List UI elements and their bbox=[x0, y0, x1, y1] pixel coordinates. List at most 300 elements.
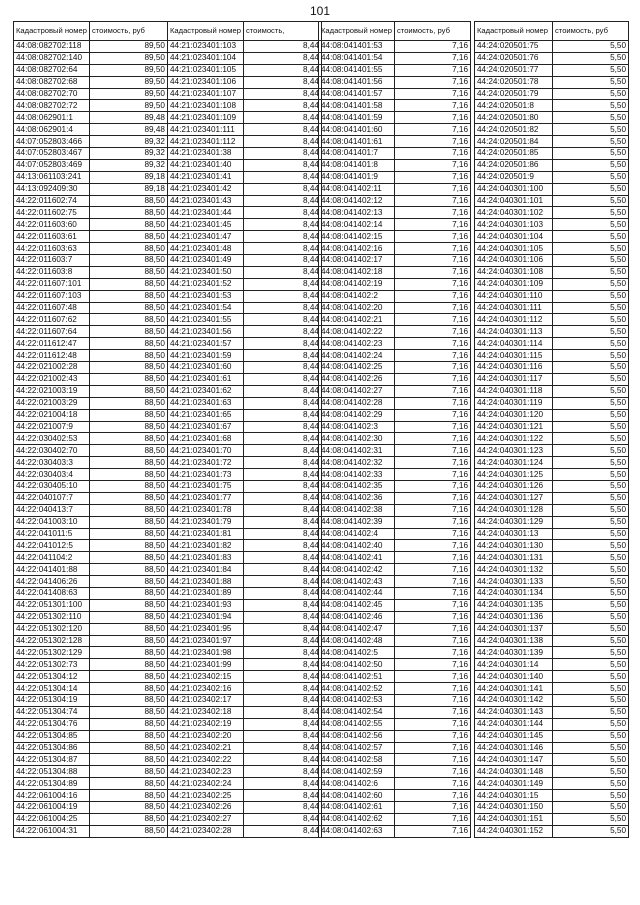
cadastral-table-1 bbox=[13, 21, 168, 838]
table-row bbox=[14, 671, 168, 683]
cadastral-number-cell: 44:08:041401:55 bbox=[319, 64, 395, 76]
cost-cell: 88,50 bbox=[89, 314, 167, 326]
cadastral-number-cell: 44:24:040301:119 bbox=[475, 397, 553, 409]
cost-cell: 5,50 bbox=[553, 278, 629, 290]
table-row bbox=[319, 124, 471, 136]
cadastral-number-cell: 44:22:051304:85 bbox=[14, 730, 90, 742]
cadastral-number-cell: 44:21:023401:77 bbox=[168, 492, 244, 504]
cadastral-number-cell: 44:08:041401:7 bbox=[319, 148, 395, 160]
cost-cell: 7,16 bbox=[395, 41, 471, 53]
table-row bbox=[168, 266, 322, 278]
cost-cell: 8,44 bbox=[243, 516, 321, 528]
table-row bbox=[319, 623, 471, 635]
table-row bbox=[475, 683, 629, 695]
table-row bbox=[168, 754, 322, 766]
cadastral-number-cell: 44:22:011607:48 bbox=[14, 302, 90, 314]
cadastral-number-cell: 44:22:030403:3 bbox=[14, 457, 90, 469]
cost-cell: 7,16 bbox=[395, 599, 471, 611]
cadastral-number-cell: 44:24:040301:145 bbox=[475, 730, 553, 742]
table-row bbox=[168, 195, 322, 207]
table-row bbox=[319, 492, 471, 504]
table-row bbox=[168, 88, 322, 100]
cadastral-number-cell: 44:24:040301:146 bbox=[475, 742, 553, 754]
table-row bbox=[168, 742, 322, 754]
cost-cell: 7,16 bbox=[395, 623, 471, 635]
cadastral-number-cell: 44:22:061004:19 bbox=[14, 802, 90, 814]
cost-cell: 5,50 bbox=[553, 397, 629, 409]
cadastral-number-cell: 44:21:023401:67 bbox=[168, 421, 244, 433]
cadastral-number-cell: 44:24:040301:108 bbox=[475, 266, 553, 278]
cadastral-number-cell: 44:24:040301:135 bbox=[475, 599, 553, 611]
cost-cell: 5,50 bbox=[553, 421, 629, 433]
cadastral-number-cell: 44:08:041402:55 bbox=[319, 718, 395, 730]
cost-cell: 7,16 bbox=[395, 778, 471, 790]
table-row bbox=[319, 266, 471, 278]
cadastral-number-cell: 44:22:041408:63 bbox=[14, 587, 90, 599]
table-row bbox=[168, 76, 322, 88]
table-row bbox=[14, 350, 168, 362]
cadastral-number-cell: 44:08:041402:6 bbox=[319, 778, 395, 790]
table-row bbox=[14, 207, 168, 219]
table-row bbox=[14, 409, 168, 421]
cadastral-number-cell: 44:08:041402:3 bbox=[319, 421, 395, 433]
cadastral-number-cell: 44:21:023401:95 bbox=[168, 623, 244, 635]
cost-cell: 88,50 bbox=[89, 754, 167, 766]
table-row bbox=[475, 659, 629, 671]
cadastral-number-cell: 44:08:041402:54 bbox=[319, 706, 395, 718]
table-row bbox=[168, 64, 322, 76]
cost-cell: 88,50 bbox=[89, 469, 167, 481]
cost-cell: 5,50 bbox=[553, 159, 629, 171]
cadastral-number-cell: 44:22:011603:8 bbox=[14, 266, 90, 278]
table-row bbox=[475, 255, 629, 267]
table-row bbox=[319, 611, 471, 623]
cadastral-number-cell: 44:21:023401:54 bbox=[168, 302, 244, 314]
cadastral-number-cell: 44:21:023401:79 bbox=[168, 516, 244, 528]
cost-cell: 8,44 bbox=[243, 302, 321, 314]
cadastral-number-cell: 44:08:082702:64 bbox=[14, 64, 90, 76]
cost-cell: 5,50 bbox=[553, 302, 629, 314]
cost-cell: 88,50 bbox=[89, 243, 167, 255]
cost-cell: 5,50 bbox=[553, 64, 629, 76]
table-row bbox=[168, 480, 322, 492]
cadastral-number-cell: 44:21:023401:75 bbox=[168, 480, 244, 492]
table-row bbox=[319, 564, 471, 576]
cost-cell: 8,44 bbox=[243, 694, 321, 706]
table-row bbox=[319, 255, 471, 267]
cost-cell: 5,50 bbox=[553, 718, 629, 730]
cadastral-number-cell: 44:21:023401:78 bbox=[168, 504, 244, 516]
cost-cell: 8,44 bbox=[243, 52, 321, 64]
table-row bbox=[168, 148, 322, 160]
table-row bbox=[14, 243, 168, 255]
table-row bbox=[475, 314, 629, 326]
table-row bbox=[319, 480, 471, 492]
table-header-row bbox=[14, 22, 168, 41]
cost-cell: 8,44 bbox=[243, 480, 321, 492]
cost-cell: 5,50 bbox=[553, 599, 629, 611]
cadastral-number-cell: 44:08:041402:39 bbox=[319, 516, 395, 528]
table-row bbox=[168, 504, 322, 516]
cadastral-number-cell: 44:22:011603:63 bbox=[14, 243, 90, 255]
table-row bbox=[14, 516, 168, 528]
table-row bbox=[14, 290, 168, 302]
cost-cell: 8,44 bbox=[243, 266, 321, 278]
table-row bbox=[168, 694, 322, 706]
table-row bbox=[14, 397, 168, 409]
cadastral-number-cell: 44:21:023401:97 bbox=[168, 635, 244, 647]
cost-cell: 7,16 bbox=[395, 694, 471, 706]
cadastral-number-cell: 44:21:023402:24 bbox=[168, 778, 244, 790]
table-row bbox=[14, 124, 168, 136]
table-row bbox=[168, 350, 322, 362]
cost-cell: 5,50 bbox=[553, 552, 629, 564]
cadastral-number-cell: 44:22:040413:7 bbox=[14, 504, 90, 516]
table-row bbox=[319, 243, 471, 255]
cadastral-number-cell: 44:22:051304:88 bbox=[14, 766, 90, 778]
table-row bbox=[14, 504, 168, 516]
table-row bbox=[14, 730, 168, 742]
table-row bbox=[14, 492, 168, 504]
cost-cell: 5,50 bbox=[553, 576, 629, 588]
table-row bbox=[168, 409, 322, 421]
table-row bbox=[168, 457, 322, 469]
cost-cell: 88,50 bbox=[89, 694, 167, 706]
cadastral-number-cell: 44:08:041402:29 bbox=[319, 409, 395, 421]
cadastral-number-cell: 44:24:040301:148 bbox=[475, 766, 553, 778]
table-row bbox=[475, 148, 629, 160]
cost-cell: 88,50 bbox=[89, 397, 167, 409]
cadastral-number-cell: 44:08:082702:72 bbox=[14, 100, 90, 112]
cost-cell: 8,44 bbox=[243, 159, 321, 171]
cadastral-number-cell: 44:21:023402:20 bbox=[168, 730, 244, 742]
header-cost: стоимость, руб bbox=[89, 22, 167, 41]
cost-cell: 8,44 bbox=[243, 825, 321, 837]
cadastral-number-cell: 44:21:023401:104 bbox=[168, 52, 244, 64]
cost-cell: 88,50 bbox=[89, 718, 167, 730]
cost-cell: 89,50 bbox=[89, 100, 167, 112]
cost-cell: 88,50 bbox=[89, 730, 167, 742]
table-row bbox=[168, 100, 322, 112]
table-row bbox=[475, 338, 629, 350]
table-row bbox=[168, 599, 322, 611]
cost-cell: 88,50 bbox=[89, 825, 167, 837]
cadastral-number-cell: 44:21:023401:112 bbox=[168, 136, 244, 148]
table-row bbox=[168, 683, 322, 695]
cost-cell: 5,50 bbox=[553, 778, 629, 790]
cadastral-number-cell: 44:08:041402:30 bbox=[319, 433, 395, 445]
cadastral-number-cell: 44:08:041402:12 bbox=[319, 195, 395, 207]
table-row bbox=[475, 766, 629, 778]
cost-cell: 7,16 bbox=[395, 290, 471, 302]
cost-cell: 7,16 bbox=[395, 730, 471, 742]
cost-cell: 88,50 bbox=[89, 433, 167, 445]
table-row bbox=[475, 742, 629, 754]
table-row bbox=[475, 492, 629, 504]
cadastral-table-3 bbox=[318, 21, 471, 838]
cost-cell: 5,50 bbox=[553, 492, 629, 504]
cost-cell: 7,16 bbox=[395, 516, 471, 528]
cadastral-number-cell: 44:21:023401:52 bbox=[168, 278, 244, 290]
cadastral-number-cell: 44:24:040301:132 bbox=[475, 564, 553, 576]
table-row bbox=[14, 599, 168, 611]
cost-cell: 5,50 bbox=[553, 76, 629, 88]
table-row bbox=[319, 397, 471, 409]
cadastral-number-cell: 44:22:011602:74 bbox=[14, 195, 90, 207]
cost-cell: 7,16 bbox=[395, 195, 471, 207]
cadastral-number-cell: 44:08:082702:118 bbox=[14, 41, 90, 53]
cost-cell: 88,50 bbox=[89, 564, 167, 576]
table-row bbox=[14, 742, 168, 754]
cadastral-number-cell: 44:24:020501:82 bbox=[475, 124, 553, 136]
cost-cell: 5,50 bbox=[553, 445, 629, 457]
cadastral-number-cell: 44:22:011607:101 bbox=[14, 278, 90, 290]
cadastral-number-cell: 44:21:023401:59 bbox=[168, 350, 244, 362]
cadastral-number-cell: 44:08:041402:33 bbox=[319, 469, 395, 481]
table-row bbox=[168, 136, 322, 148]
cadastral-number-cell: 44:08:041402:23 bbox=[319, 338, 395, 350]
table-row bbox=[319, 88, 471, 100]
cost-cell: 8,44 bbox=[243, 790, 321, 802]
table-row bbox=[14, 385, 168, 397]
cost-cell: 5,50 bbox=[553, 730, 629, 742]
cadastral-number-cell: 44:22:051302:129 bbox=[14, 647, 90, 659]
table-row bbox=[475, 730, 629, 742]
cadastral-number-cell: 44:08:041402:42 bbox=[319, 564, 395, 576]
table-row bbox=[475, 457, 629, 469]
cadastral-number-cell: 44:24:040301:141 bbox=[475, 683, 553, 695]
cadastral-number-cell: 44:08:041402:61 bbox=[319, 802, 395, 814]
cost-cell: 88,50 bbox=[89, 362, 167, 374]
table-row bbox=[475, 599, 629, 611]
cadastral-number-cell: 44:22:011603:61 bbox=[14, 231, 90, 243]
table-row bbox=[319, 540, 471, 552]
cadastral-number-cell: 44:24:040301:151 bbox=[475, 813, 553, 825]
table-row bbox=[319, 694, 471, 706]
cadastral-number-cell: 44:08:041402:40 bbox=[319, 540, 395, 552]
table-row bbox=[319, 552, 471, 564]
table-row bbox=[168, 469, 322, 481]
cost-cell: 5,50 bbox=[553, 171, 629, 183]
table-row bbox=[475, 326, 629, 338]
cadastral-number-cell: 44:22:051302:73 bbox=[14, 659, 90, 671]
cost-cell: 88,50 bbox=[89, 409, 167, 421]
cadastral-number-cell: 44:22:011607:64 bbox=[14, 326, 90, 338]
table-row bbox=[475, 171, 629, 183]
cadastral-number-cell: 44:24:040301:13 bbox=[475, 528, 553, 540]
cadastral-number-cell: 44:22:041011:5 bbox=[14, 528, 90, 540]
cadastral-number-cell: 44:21:023402:25 bbox=[168, 790, 244, 802]
cost-cell: 8,44 bbox=[243, 76, 321, 88]
cadastral-number-cell: 44:08:041402:47 bbox=[319, 623, 395, 635]
table-row bbox=[475, 362, 629, 374]
cost-cell: 88,50 bbox=[89, 623, 167, 635]
cadastral-number-cell: 44:07:052803:467 bbox=[14, 148, 90, 160]
cadastral-number-cell: 44:13:092409:30 bbox=[14, 183, 90, 195]
cost-cell: 5,50 bbox=[553, 326, 629, 338]
cost-cell: 7,16 bbox=[395, 492, 471, 504]
cadastral-number-cell: 44:08:041402:52 bbox=[319, 683, 395, 695]
cadastral-number-cell: 44:22:021002:43 bbox=[14, 373, 90, 385]
table-row bbox=[168, 326, 322, 338]
table-row bbox=[475, 373, 629, 385]
header-cadastral-number: Кадастровый номер bbox=[475, 22, 553, 41]
cadastral-number-cell: 44:22:030402:53 bbox=[14, 433, 90, 445]
table-row bbox=[14, 433, 168, 445]
table-row bbox=[168, 385, 322, 397]
cadastral-number-cell: 44:08:041402:45 bbox=[319, 599, 395, 611]
cadastral-number-cell: 44:08:041402:63 bbox=[319, 825, 395, 837]
cadastral-number-cell: 44:08:041402:46 bbox=[319, 611, 395, 623]
table-row bbox=[319, 112, 471, 124]
cost-cell: 88,50 bbox=[89, 611, 167, 623]
cost-cell: 7,16 bbox=[395, 136, 471, 148]
cost-cell: 88,50 bbox=[89, 635, 167, 647]
cadastral-number-cell: 44:24:040301:130 bbox=[475, 540, 553, 552]
cadastral-number-cell: 44:07:052803:466 bbox=[14, 136, 90, 148]
cost-cell: 88,50 bbox=[89, 255, 167, 267]
cadastral-number-cell: 44:08:041402:26 bbox=[319, 373, 395, 385]
cost-cell: 8,44 bbox=[243, 623, 321, 635]
table-row bbox=[475, 480, 629, 492]
table-row bbox=[319, 421, 471, 433]
table-row bbox=[168, 373, 322, 385]
table-row bbox=[14, 694, 168, 706]
cadastral-number-cell: 44:08:041402:27 bbox=[319, 385, 395, 397]
cadastral-number-cell: 44:08:041402:44 bbox=[319, 587, 395, 599]
table-row bbox=[168, 802, 322, 814]
table-row bbox=[475, 790, 629, 802]
table-row bbox=[14, 195, 168, 207]
cadastral-number-cell: 44:21:023401:88 bbox=[168, 576, 244, 588]
table-row bbox=[14, 813, 168, 825]
cadastral-number-cell: 44:24:040301:110 bbox=[475, 290, 553, 302]
table-row bbox=[475, 64, 629, 76]
table-row bbox=[168, 766, 322, 778]
cadastral-number-cell: 44:21:023402:23 bbox=[168, 766, 244, 778]
cost-cell: 7,16 bbox=[395, 540, 471, 552]
cost-cell: 7,16 bbox=[395, 825, 471, 837]
cadastral-number-cell: 44:24:040301:105 bbox=[475, 243, 553, 255]
header-cost: стоимость, руб bbox=[553, 22, 629, 41]
cost-cell: 5,50 bbox=[553, 540, 629, 552]
table-row bbox=[168, 445, 322, 457]
table-row bbox=[319, 790, 471, 802]
cost-cell: 88,50 bbox=[89, 219, 167, 231]
table-header-row bbox=[168, 22, 322, 41]
table-row bbox=[168, 730, 322, 742]
cost-cell: 8,44 bbox=[243, 552, 321, 564]
cost-cell: 5,50 bbox=[553, 647, 629, 659]
cadastral-number-cell: 44:24:040301:113 bbox=[475, 326, 553, 338]
cadastral-number-cell: 44:24:040301:142 bbox=[475, 694, 553, 706]
cadastral-number-cell: 44:08:041402:56 bbox=[319, 730, 395, 742]
cadastral-number-cell: 44:22:061004:25 bbox=[14, 813, 90, 825]
cadastral-number-cell: 44:21:023401:57 bbox=[168, 338, 244, 350]
cost-cell: 89,18 bbox=[89, 183, 167, 195]
cost-cell: 88,50 bbox=[89, 326, 167, 338]
cost-cell: 5,50 bbox=[553, 528, 629, 540]
table-row bbox=[14, 338, 168, 350]
table-row bbox=[14, 219, 168, 231]
cost-cell: 5,50 bbox=[553, 433, 629, 445]
cost-cell: 5,50 bbox=[553, 266, 629, 278]
cost-cell: 88,50 bbox=[89, 445, 167, 457]
cost-cell: 8,44 bbox=[243, 706, 321, 718]
cadastral-number-cell: 44:22:040107:7 bbox=[14, 492, 90, 504]
cadastral-number-cell: 44:22:061004:31 bbox=[14, 825, 90, 837]
cost-cell: 5,50 bbox=[553, 409, 629, 421]
table-row bbox=[319, 385, 471, 397]
cost-cell: 7,16 bbox=[395, 397, 471, 409]
cost-cell: 88,50 bbox=[89, 552, 167, 564]
cost-cell: 5,50 bbox=[553, 564, 629, 576]
cost-cell: 88,50 bbox=[89, 766, 167, 778]
cadastral-number-cell: 44:08:041402:25 bbox=[319, 362, 395, 374]
cadastral-number-cell: 44:21:023402:28 bbox=[168, 825, 244, 837]
cadastral-number-cell: 44:21:023402:22 bbox=[168, 754, 244, 766]
table-row bbox=[475, 302, 629, 314]
table-row bbox=[168, 433, 322, 445]
table-row bbox=[319, 159, 471, 171]
cost-cell: 88,50 bbox=[89, 302, 167, 314]
table-row bbox=[319, 373, 471, 385]
cost-cell: 88,50 bbox=[89, 421, 167, 433]
cost-cell: 88,50 bbox=[89, 338, 167, 350]
cost-cell: 8,44 bbox=[243, 718, 321, 730]
cost-cell: 8,44 bbox=[243, 171, 321, 183]
table-row bbox=[319, 742, 471, 754]
cost-cell: 7,16 bbox=[395, 326, 471, 338]
cadastral-number-cell: 44:24:040301:112 bbox=[475, 314, 553, 326]
table-row bbox=[14, 659, 168, 671]
table-header-row bbox=[475, 22, 629, 41]
table-row bbox=[475, 183, 629, 195]
cadastral-number-cell: 44:24:040301:140 bbox=[475, 671, 553, 683]
cadastral-number-cell: 44:24:040301:121 bbox=[475, 421, 553, 433]
cadastral-number-cell: 44:24:040301:115 bbox=[475, 350, 553, 362]
table-row bbox=[14, 76, 168, 88]
cost-cell: 5,50 bbox=[553, 88, 629, 100]
cost-cell: 7,16 bbox=[395, 766, 471, 778]
cadastral-number-cell: 44:22:041104:2 bbox=[14, 552, 90, 564]
cadastral-number-cell: 44:24:040301:131 bbox=[475, 552, 553, 564]
table-row bbox=[475, 195, 629, 207]
table-row bbox=[319, 635, 471, 647]
header-cost: стоимость, руб bbox=[395, 22, 471, 41]
cadastral-number-cell: 44:24:040301:114 bbox=[475, 338, 553, 350]
cost-cell: 88,50 bbox=[89, 576, 167, 588]
cost-cell: 5,50 bbox=[553, 183, 629, 195]
cost-cell: 7,16 bbox=[395, 231, 471, 243]
cost-cell: 8,44 bbox=[243, 338, 321, 350]
table-row bbox=[14, 611, 168, 623]
cost-cell: 7,16 bbox=[395, 255, 471, 267]
table-row bbox=[475, 266, 629, 278]
cost-cell: 5,50 bbox=[553, 148, 629, 160]
cost-cell: 7,16 bbox=[395, 373, 471, 385]
table-row bbox=[168, 112, 322, 124]
cadastral-number-cell: 44:21:023401:84 bbox=[168, 564, 244, 576]
cadastral-number-cell: 44:22:051304:74 bbox=[14, 706, 90, 718]
table-row bbox=[168, 183, 322, 195]
cadastral-number-cell: 44:21:023401:61 bbox=[168, 373, 244, 385]
cost-cell: 7,16 bbox=[395, 338, 471, 350]
cadastral-number-cell: 44:22:051304:12 bbox=[14, 671, 90, 683]
cost-cell: 7,16 bbox=[395, 409, 471, 421]
table-row bbox=[168, 314, 322, 326]
cadastral-number-cell: 44:22:051304:19 bbox=[14, 694, 90, 706]
